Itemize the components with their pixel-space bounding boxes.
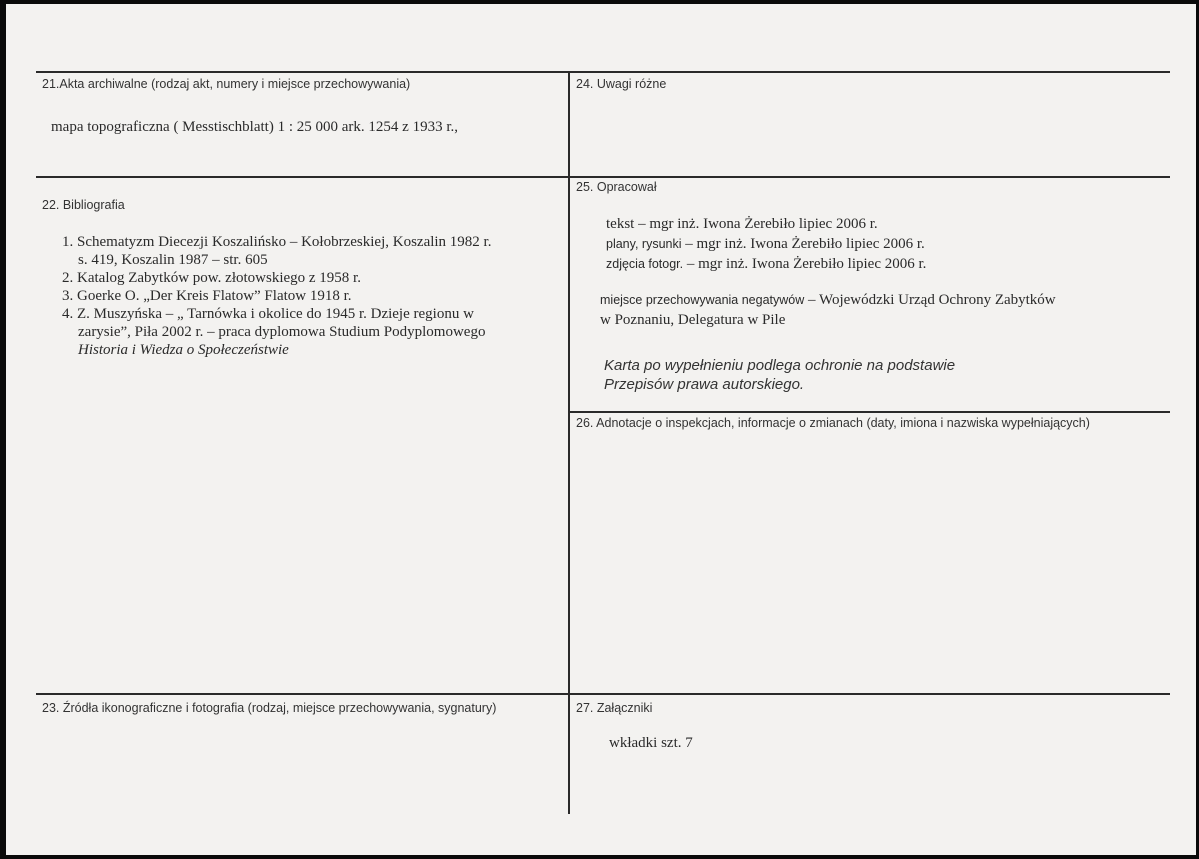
section-23-label: 23. Źródła ikonograficzne i fotografia (rodzaj, miejsce przechowywania, sygnatury) (42, 701, 497, 715)
section-22-label: 22. Bibliografia (42, 198, 125, 212)
author-photos-value: – mgr inż. Iwona Żerebiło lipiec 2006 r. (683, 256, 927, 272)
copyright-note (604, 356, 955, 394)
center-divider (568, 71, 570, 814)
section-27-content: wkładki szt. 7 (609, 735, 693, 751)
bibliography-item-continuation: zarysie”, Piła 2002 r. – praca dyplomowa Studium Podyplomowego (78, 324, 486, 340)
bibliography-item: 1. Schematyzm Diecezji Koszalińsko – Kołobrzeskiej, Koszalin 1982 r. (62, 234, 492, 250)
bibliography-list (62, 233, 491, 359)
negatives-location-line (600, 292, 1056, 309)
copyright-note-line-1: Karta po wypełnieniu podlega ochronie na podstawie (604, 357, 956, 374)
copyright-note-line-2: Przepisów prawa autorskiego. (604, 376, 805, 393)
bibliography-item: 2. Katalog Zabytków pow. złotowskiego z 1958 r. (62, 270, 361, 286)
bibliography-item-continuation: s. 419, Koszalin 1987 – str. 605 (78, 252, 268, 268)
negatives-location-line-2: w Poznaniu, Delegatura w Pile (600, 312, 786, 328)
rule-above-26 (568, 411, 1170, 413)
top-rule (36, 71, 1170, 73)
section-24-label: 24. Uwagi różne (576, 77, 667, 91)
bibliography-item: 4. Z. Muszyńska – „ Tarnówka i okolice do 1945 r. Dzieje regionu w (62, 306, 474, 322)
section-25-label: 25. Opracował (576, 180, 657, 194)
author-plans-value: – mgr inż. Iwona Żerebiło lipiec 2006 r. (681, 236, 925, 252)
section-21-label: 21.Akta archiwalne (rodzaj akt, numery i miejsce przechowywania) (42, 77, 411, 91)
author-plans-line (606, 236, 925, 253)
negatives-location-prefix: miejsce przechowywania negatywów (600, 293, 805, 307)
bibliography-item-italic: Historia i Wiedza o Społeczeństwie (78, 342, 289, 358)
author-photos-line (606, 256, 926, 273)
section-27-label: 27. Załączniki (576, 701, 653, 715)
author-text-line (606, 216, 878, 233)
form-page (6, 4, 1196, 855)
rule-below-21 (36, 176, 1170, 178)
author-text-prefix: tekst (606, 216, 635, 232)
section-26-label: 26. Adnotacje o inspekcjach, informacje o zmianach (daty, imiona i nazwiska wypełniających) (576, 416, 1090, 430)
author-plans-prefix: plany, rysunki (606, 237, 682, 251)
section-21-content: mapa topograficzna ( Messtischblatt) 1 : 25 000 ark. 1254 z 1933 r., (51, 119, 458, 135)
bibliography-item: 3. Goerke O. „Der Kreis Flatow” Flatow 1918 r. (62, 288, 352, 304)
author-text-value: – mgr inż. Iwona Żerebiło lipiec 2006 r. (634, 216, 878, 232)
negatives-location-value: – Wojewódzki Urząd Ochrony Zabytków (804, 292, 1056, 308)
rule-above-23 (36, 693, 1170, 695)
author-photos-prefix: zdjęcia fotogr. (606, 257, 684, 271)
